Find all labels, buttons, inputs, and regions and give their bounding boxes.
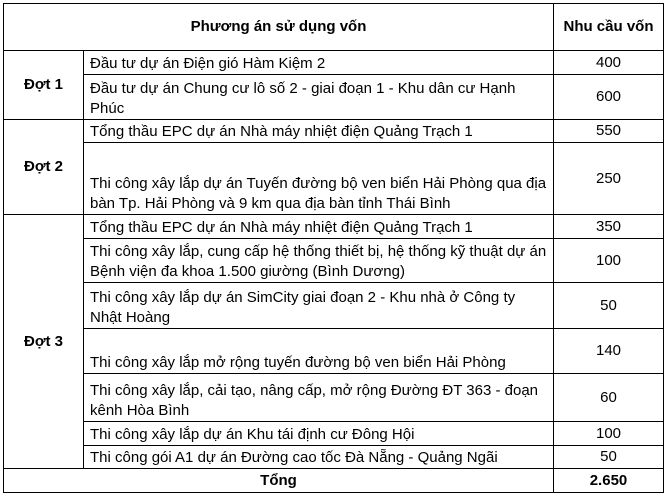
table-row <box>4 120 664 143</box>
table-row <box>4 283 664 329</box>
amount-cell: 100 <box>554 422 664 446</box>
amount-cell: 550 <box>554 120 664 143</box>
use-cell: Đầu tư dự án Chung cư lô số 2 - giai đoạn 1 - Khu dân cư Hạnh Phúc <box>84 75 554 120</box>
table-row <box>4 446 664 469</box>
phase-label-3: Đợt 3 <box>4 215 84 469</box>
total-value: 2.650 <box>554 469 664 493</box>
use-cell: Tổng thầu EPC dự án Nhà máy nhiệt điện Quảng Trạch 1 <box>84 215 554 239</box>
amount-cell: 50 <box>554 283 664 329</box>
use-cell: Thi công gói A1 dự án Đường cao tốc Đà Nẵng - Quảng Ngãi <box>84 446 554 469</box>
table-row <box>4 374 664 422</box>
amount-cell: 350 <box>554 215 664 239</box>
table-header-row <box>4 4 664 51</box>
amount-cell: 250 <box>554 143 664 215</box>
use-cell: Thi công xây lắp mở rộng tuyến đường bộ ven biển Hải Phòng <box>84 329 554 374</box>
phase-label-2: Đợt 2 <box>4 120 84 215</box>
table-row <box>4 51 664 75</box>
table-row <box>4 329 664 374</box>
use-cell: Thi công xây lắp dự án Tuyến đường bộ ven biển Hải Phòng qua địa bàn Tp. Hải Phòng và 9 km qua địa bàn tỉnh Thái Bình <box>84 143 554 215</box>
header-use-plan: Phương án sử dụng vốn <box>4 4 554 51</box>
amount-cell: 60 <box>554 374 664 422</box>
phase-label-1: Đợt 1 <box>4 51 84 120</box>
use-cell: Thi công xây lắp, cải tạo, nâng cấp, mở rộng Đường ĐT 363 - đoạn kênh Hòa Bình <box>84 374 554 422</box>
amount-cell: 600 <box>554 75 664 120</box>
use-cell: Thi công xây lắp dự án Khu tái định cư Đông Hội <box>84 422 554 446</box>
amount-cell: 50 <box>554 446 664 469</box>
amount-cell: 140 <box>554 329 664 374</box>
total-row <box>4 469 664 493</box>
table-row <box>4 422 664 446</box>
use-cell: Đầu tư dự án Điện gió Hàm Kiệm 2 <box>84 51 554 75</box>
table-row <box>4 239 664 283</box>
use-cell: Tổng thầu EPC dự án Nhà máy nhiệt điện Quảng Trạch 1 <box>84 120 554 143</box>
use-cell: Thi công xây lắp, cung cấp hệ thống thiết bị, hệ thống kỹ thuật dự án Bệnh viện đa khoa 1.500 giường (Bình Dương) <box>84 239 554 283</box>
table-row <box>4 215 664 239</box>
header-capital-need: Nhu cầu vốn <box>554 4 664 51</box>
capital-use-table <box>3 3 664 493</box>
amount-cell: 100 <box>554 239 664 283</box>
total-label: Tổng <box>4 469 554 493</box>
amount-cell: 400 <box>554 51 664 75</box>
table-row <box>4 143 664 215</box>
table-row <box>4 75 664 120</box>
use-cell: Thi công xây lắp dự án SimCity giai đoạn 2 - Khu nhà ở Công ty Nhật Hoàng <box>84 283 554 329</box>
